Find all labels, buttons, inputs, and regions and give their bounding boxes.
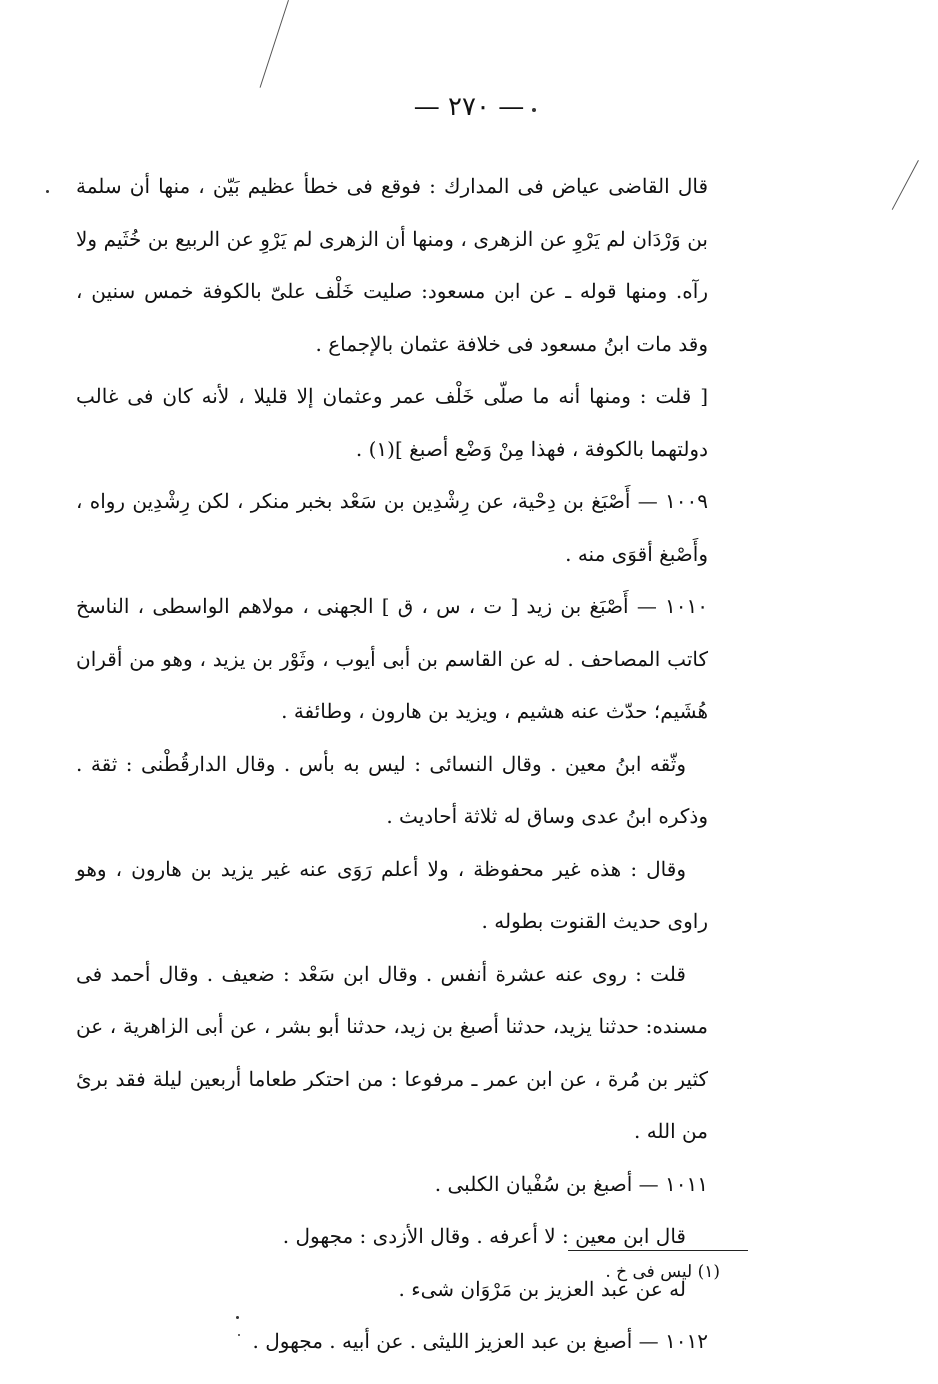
entry-1010-tawthiq: وثّقه ابنُ معين . وقال النسائى : ليس به بأس . وقال الدارقُطْنى : ثقة . وذكره ابنُ عدى وساق له ثلاثة أحاديث . xyxy=(76,751,708,828)
entry-1012: ١٠١٢ — أصبغ بن عبد العزيز الليثى . عن أبيه . مجهول . xyxy=(252,1329,708,1353)
paragraph-editor-note: [ قلت : ومنها أنه ما صلّى خَلْف عمر وعثمان إلا قليلا ، لأنه كان فى غالب دولتهما بالكوفة ، فهذا مِنْ وَضْع أصبغ ](١) . xyxy=(76,384,708,461)
footnote-1: (١) ليس فى خ . xyxy=(605,1262,720,1282)
entry-1011: ١٠١١ — أصبغ بن سُفْيان الكلبى . xyxy=(434,1171,708,1196)
entry-1010-qult: قلت : روى عنه عشرة أنفس . وقال ابن سَعْد : ضعيف . وقال أحمد فى مسنده: حدثنا يزيد، حدثنا أصبغ بن زيد، حدثنا أبو بشر ، عن أبى الزاهرية ، عن كثير بن مُرة ، عن ابن عمر ـ مرفوعا : من احتكر طعاما أربعين ليلة فقد برئ من الله . xyxy=(76,961,708,1143)
scan-artifact-curve xyxy=(260,0,289,88)
footnote-divider xyxy=(568,1250,748,1251)
main-text xyxy=(76,160,708,1368)
entry-1010: ١٠١٠ — أَصْبَغ بن زيد [ ت ، س ، ق ] الجهنى ، مولاهم الواسطى ، الناسخ كاتب المصاحف . له عن القاسم بن أبى أيوب ، وثَوْر بن يزيد ، وهو من أقران هُشَيم؛ حدّث عنه هشيم ، ويزيد بن هارون ، وطائفة . xyxy=(76,594,708,723)
entry-1011-lahu: له عن عبد العزيز بن مَرْوَان شىء . xyxy=(398,1276,686,1301)
entry-1011-ibn-main: قال ابن معين : لا أعرفه . وقال الأزدى : مجهول . xyxy=(282,1224,686,1248)
scan-speck xyxy=(46,190,49,193)
entry-1009: ١٠٠٩ — أَصْبَغ بن دِحْية، عن رِشْدِين بن سَعْد بخبر منكر ، لكن رِشْدِين رواه ، وأَصْبغ أقوَى منه . xyxy=(76,489,708,566)
paragraph-iyad-quote: قال القاضى عياض فى المدارك : فوقع فى خطأ عظيم بَيّن ، منها أن سلمة بن وَرْدَان لم يَرْوِ عن الزهرى ، ومنها أن الزهرى لم يَرْوِ عن الربيع بن خُثَيم ولا رآه. ومنها قوله ـ عن ابن مسعود: صليت خَلْف علىّ بالكوفة خمس سنين ، وقد مات ابنُ مسعود فى خلافة عثمان بالإجماع . xyxy=(76,174,708,356)
scan-artifact-margin-mark xyxy=(892,160,919,210)
entry-1010-qal: وقال : هذه غير محفوظة ، ولا أعلم رَوَى عنه غير يزيد بن هارون ، وهو راوى حديث القنوت بطوله . xyxy=(76,856,708,933)
page-number: — ٢٧٠ — xyxy=(413,92,525,122)
